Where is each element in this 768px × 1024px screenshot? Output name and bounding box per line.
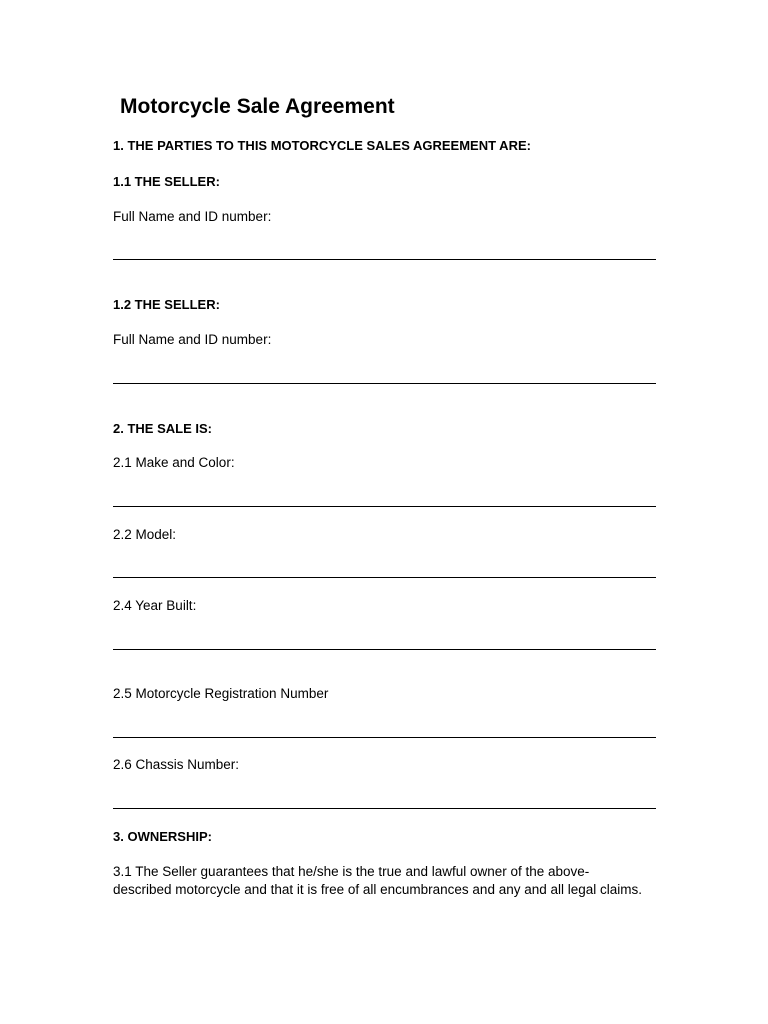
document-title: Motorcycle Sale Agreement [120,95,395,118]
seller-1-name-label: Full Name and ID number: [113,209,272,224]
year-built-line[interactable] [113,649,656,650]
registration-number-line[interactable] [113,737,656,738]
ownership-clause: 3.1 The Seller guarantees that he/she is the true and lawful owner of the above-described motorcycle and that it is free of all encumbrances and any and all legal claims. [113,864,643,897]
model-label: 2.2 Model: [113,527,177,542]
section-2-heading: 2. THE SALE IS: [113,421,212,436]
make-color-line[interactable] [113,506,656,507]
section-1-heading: 1. THE PARTIES TO THIS MOTORCYCLE SALES AGREEMENT ARE: [113,138,531,153]
seller-2-heading: 1.2 THE SELLER: [113,297,220,312]
registration-number-label: 2.5 Motorcycle Registration Number [113,686,329,701]
year-built-label: 2.4 Year Built: [113,598,197,613]
model-line[interactable] [113,577,656,578]
section-3-heading: 3. OWNERSHIP: [113,829,212,844]
seller-2-name-label: Full Name and ID number: [113,332,272,347]
chassis-number-label: 2.6 Chassis Number: [113,757,240,772]
make-color-label: 2.1 Make and Color: [113,455,235,470]
seller-1-heading: 1.1 THE SELLER: [113,174,220,189]
seller-1-name-line[interactable] [113,259,656,260]
seller-2-name-line[interactable] [113,383,656,384]
chassis-number-line[interactable] [113,808,656,809]
